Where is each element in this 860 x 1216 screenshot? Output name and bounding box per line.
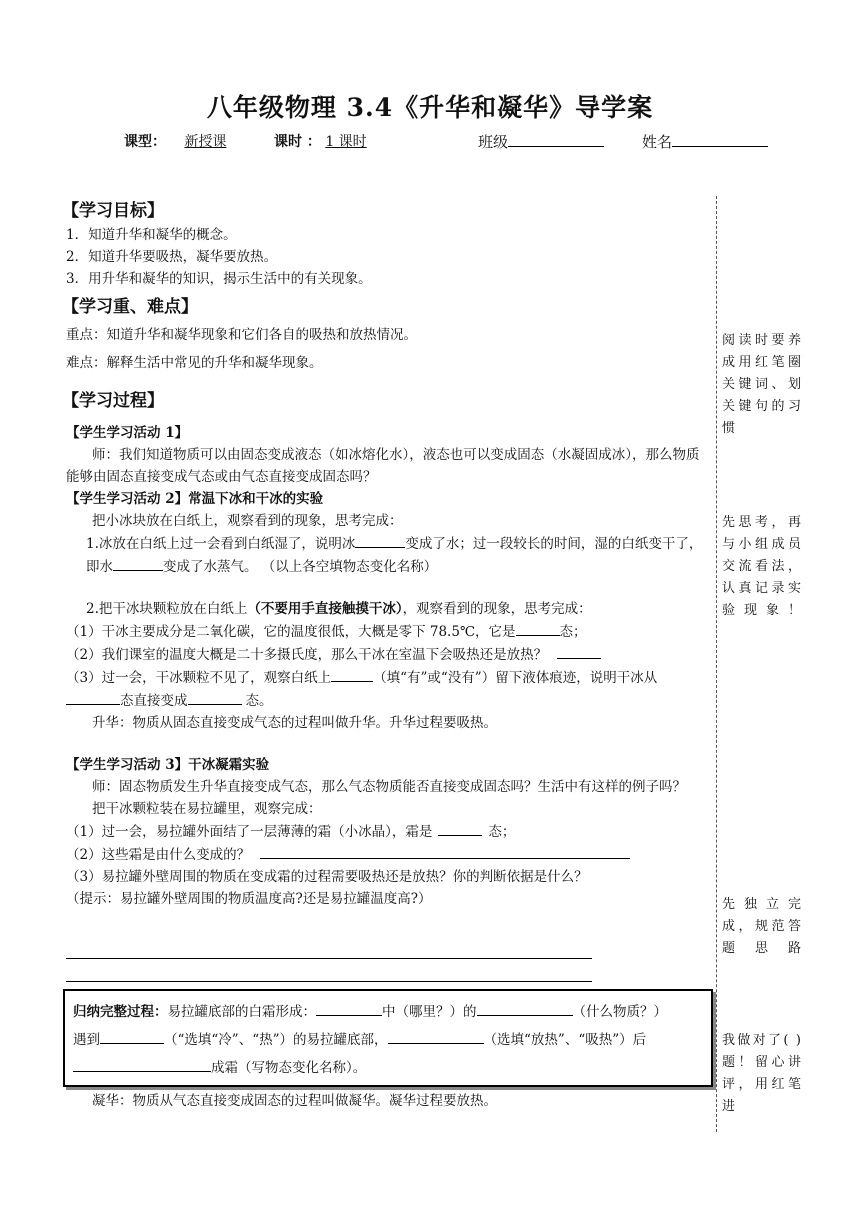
summary-box [63,989,713,1087]
answer-blank[interactable] [477,1000,573,1016]
goal-item: 1．知道升华和凝华的概念。 [66,227,237,243]
class-blank[interactable] [508,132,604,147]
answer-line[interactable] [66,958,592,959]
margin-divider [716,196,717,1132]
goals-section [62,198,710,290]
type-value: 新授课 [184,134,227,150]
side-note-discussion: 先思考，再与小组成员交流看法，认真记录实验现象！ [722,515,802,618]
key-points-heading: 【学习重、难点】 [62,297,198,317]
answer-blank[interactable] [73,1056,211,1072]
hours-label: 课时 ： [274,134,321,150]
activity2-title: 【学生学习活动 2】常温下冰和干冰的实验 [66,491,324,507]
lesson-type [124,131,226,151]
activity2-q2: 2.把干冰块颗粒放在白纸上（不要用手直接触摸干冰），观察看到的现象，思考完成： [86,601,592,617]
difficult-point: 难点：解释生活中常见的升华和凝华现象。 [66,355,323,371]
page-title: 八年级物理 3.4《升华和凝华》导学案 [206,93,654,122]
lesson-hours [274,131,367,151]
activity3-s2: （2）这些霜是由什么变成的？ [66,843,710,866]
summary-text: 归纳完整过程：易拉罐底部的白霜形成： 中（哪里？）的 （什么物质？） 遇到 （“选填“冷”、“热”）的易拉罐底部， （选填“放热”、“吸热”）后 成霜（写物态变化名称）。 [73,998,703,1082]
activity2-q1: 1.冰放在白纸上过一会看到白纸湿了，说明冰 变成了水；过一段较长的时间，湿的白纸变干了，即水 变成了水蒸气。 （以上各空填物态变化名称） [66,532,710,578]
answer-blank[interactable] [260,843,630,859]
answer-blank[interactable] [316,1000,382,1016]
activity3-title: 【学生学习活动 3】干冰凝霜实验 [66,757,270,773]
answer-blank[interactable] [438,820,482,836]
activity3-hint: （提示：易拉罐外壁周围的物质温度高?还是易拉罐温度高?） [66,891,432,907]
answer-blank[interactable] [188,689,242,705]
answer-blank[interactable] [113,555,163,571]
activity2-s1: （1）干冰主要成分是二氧化碳，它的温度很低，大概是零下 78.5℃，它是 态； [66,620,710,643]
key-points-section [62,294,710,374]
name-blank[interactable] [672,132,768,147]
activity2-s2: （2）我们课室的温度大概是二十多摄氏度，那么干冰在室温下会吸热还是放热？ [66,643,710,666]
answer-line[interactable] [66,981,592,982]
activity1-title: 【学生学习活动 1】 [66,425,189,441]
side-note-reading: 阅读时要养成用红笔圈关键词、划关键句的习惯 [722,333,802,436]
sublimation-definition: 升华：物质从固态直接变成气态的过程叫做升华。升华过程要吸热。 [92,715,497,731]
name-label: 姓名 [642,133,673,151]
activity3-s3: （3）易拉罐外壁周围的物质在变成霜的过程需要吸热还是放热？你的判断依据是什么？ [66,869,588,885]
process-section [62,388,710,910]
activity3-intro: 把干冰颗粒装在易拉罐里，观察完成： [92,801,322,817]
activity2-intro: 把小冰块放在白纸上，观察看到的现象，思考完成： [92,513,403,529]
key-point: 重点：知道升华和凝华现象和它们各自的吸热和放热情况。 [66,327,417,343]
class-label: 班级 [478,133,509,151]
side-note-score: 我做对了( )题！留心讲评，用红笔进 [722,1033,802,1114]
activity3-text: 师：固态物质发生升华直接变成气态，那么气态物质能否直接变成固态吗？生活中有这样的例子吗？ [92,779,686,795]
process-heading: 【学习过程】 [62,391,164,411]
type-label: 课型： [124,134,166,150]
answer-blank[interactable] [331,666,373,682]
goals-heading: 【学习目标】 [62,201,164,221]
answer-blank[interactable] [355,532,405,548]
hours-value: 1 课时 [325,134,367,150]
goal-item: 3．用升华和凝华的知识，揭示生活中的有关现象。 [66,271,372,287]
activity2-s3: （3）过一会，干冰颗粒不见了，观察白纸上 （填“有”或“没有”）留下液体痕迹，说明干冰从态直接变成 态。 [66,666,710,712]
answer-blank[interactable] [557,643,601,659]
activity1-text: 师：我们知道物质可以由固态变成液态（如冰熔化水），液态也可以变成固态（水凝固成冰），那么物质能够由固态直接变成气态或由气态直接变成固态吗？ [66,447,700,485]
answer-blank[interactable] [100,1028,164,1044]
answer-blank[interactable] [66,689,120,705]
name-field [642,131,768,152]
goal-item: 2．知道升华要吸热，凝华要放热。 [66,249,278,265]
deposition-definition: 凝华：物质从气态直接变成固态的过程叫做凝华。凝华过程要放热。 [92,1093,497,1109]
side-note-independent: 先独立完成，规范答题思路 [722,897,802,956]
activity3-s1: （1）过一会，易拉罐外面结了一层薄薄的霜（小冰晶），霜是 态； [66,820,710,843]
answer-blank[interactable] [516,620,560,636]
answer-blank[interactable] [388,1028,484,1044]
class-field [478,131,604,152]
